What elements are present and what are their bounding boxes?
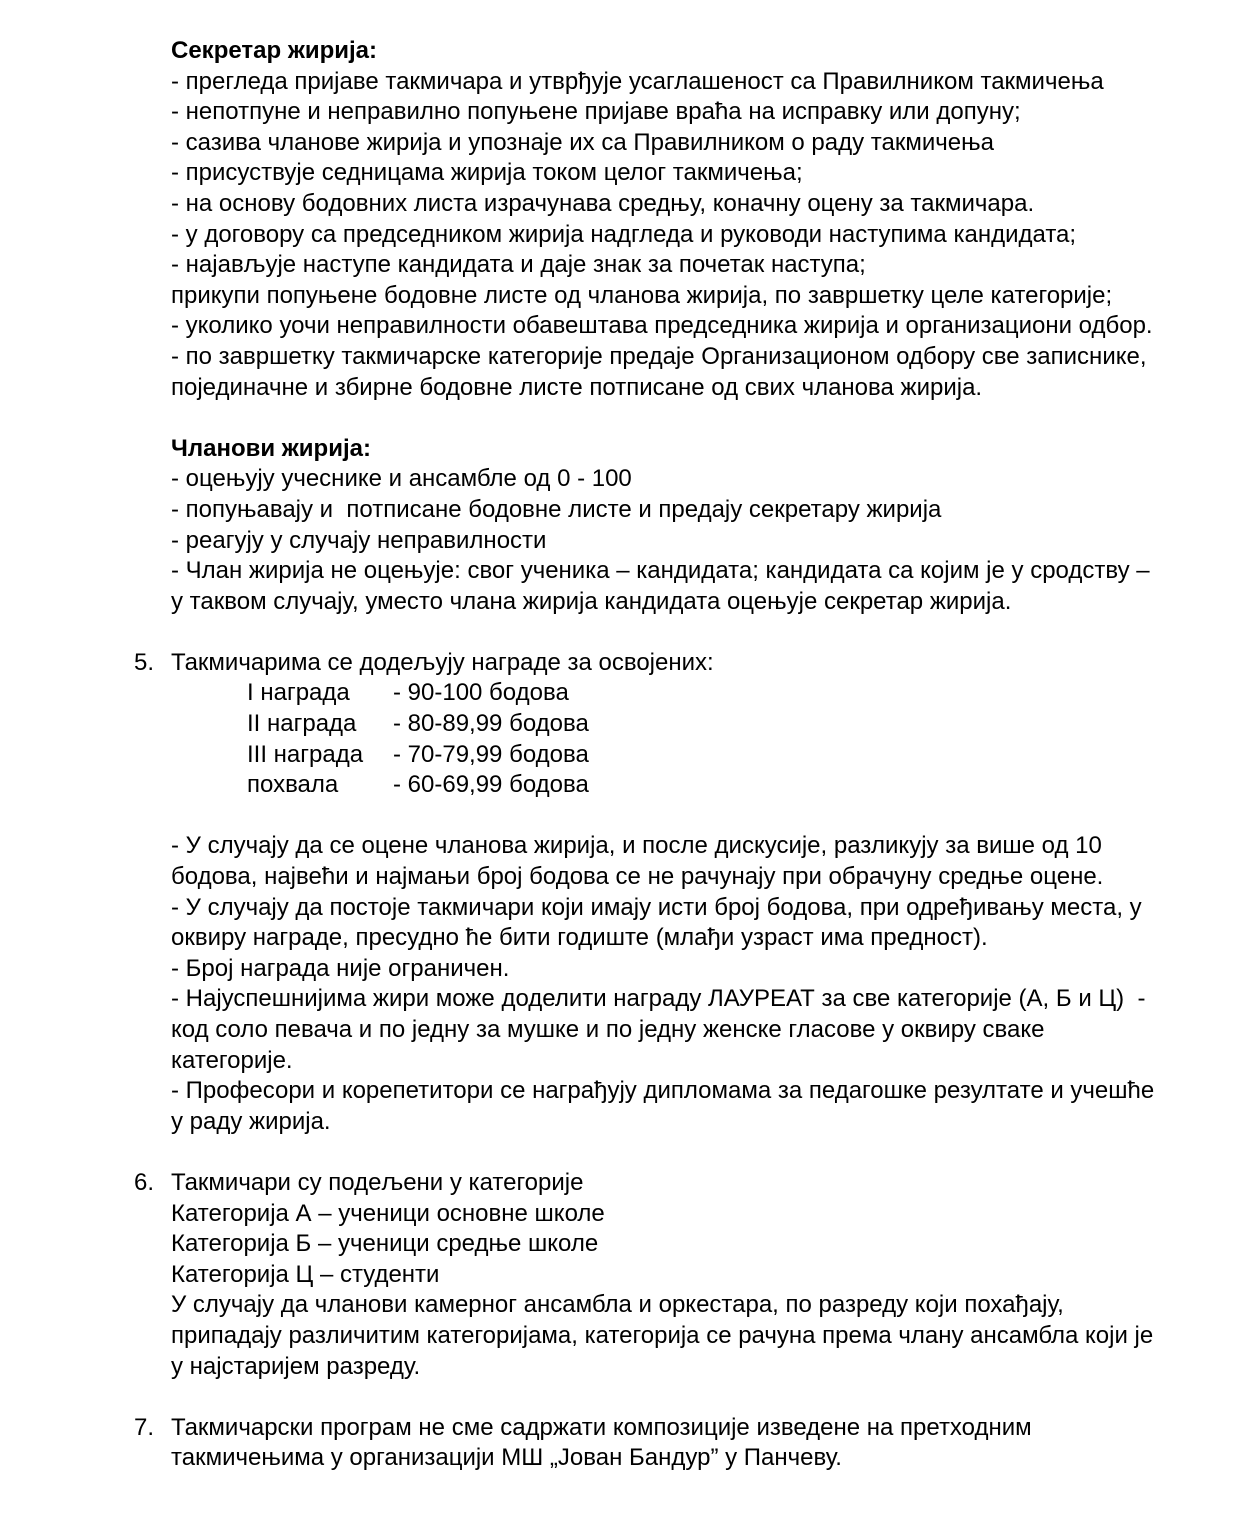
secretary-bullet: - уколико уочи неправилности обавештава председника жирија и организациони одбор.: [171, 312, 1153, 340]
list-item-6-number: 6.: [134, 1168, 155, 1196]
members-section-heading: Чланови жирија:: [171, 434, 371, 462]
list-item-5-notes: [171, 831, 1166, 1137]
category-line: Категорија Ц – студенти: [171, 1260, 440, 1288]
award-label: I награда: [247, 679, 350, 707]
list-item-7-number: 7.: [134, 1413, 155, 1441]
note-paragraph: - Најуспешнијима жири може доделити награду ЛАУРЕАТ за све категорије (А, Б и Ц) - код соло певача и по једну за мушке и по једну женске гласове у оквиру сваке категорије.: [171, 985, 1153, 1074]
members-bullet: - Члан жирија не оцењује: свог ученика – кандидата; кандидата са којим је у сродству – у таквом случају, уместо члана жирија кандидата оцењује секретар жирија.: [171, 557, 1157, 615]
award-row: [171, 770, 1166, 801]
list-item-5-text: Такмичарима се додељују награде за освојених:: [171, 648, 714, 676]
award-label: II награда: [247, 710, 357, 738]
category-note: У случају да чланови камерног ансамбла и оркестара, по разреду који похађају, припадају различитим категоријама, категорија се рачуна према члану ансамбла који је у најстаријем разреду.: [171, 1291, 1160, 1380]
award-value: - 60-69,99 бодова: [393, 771, 589, 799]
category-line: Категорија А – ученици основне школе: [171, 1199, 605, 1227]
secretary-bullet: - у договору са председником жирија надгледа и руководи наступима кандидата;: [171, 220, 1077, 248]
award-label: III награда: [247, 740, 364, 768]
note-paragraph: - Број награда није ограничен.: [171, 954, 510, 982]
award-row: [171, 709, 1166, 740]
award-label: похвала: [247, 771, 339, 799]
award-value: - 80-89,99 бодова: [393, 710, 589, 738]
note-paragraph: - У случају да постоје такмичари који имају исти број бодова, при одређивању места, у оквиру награде, пресудно ће бити годиште (млађи узраст има предност).: [171, 893, 1149, 952]
award-value: - 90-100 бодова: [393, 679, 569, 707]
category-line: Категорија Б – ученици средње школе: [171, 1230, 599, 1258]
secretary-bullet: - сазива чланове жирија и упознаје их са Правилником о раду такмичења: [171, 128, 994, 156]
secretary-bullet: прикупи попуњене бодовне листе од чланова жирија, по завршетку целе категорије;: [171, 281, 1113, 309]
document-content: [134, 36, 1166, 1505]
award-row: [171, 678, 1166, 709]
list-item-7: [134, 1413, 1166, 1474]
note-paragraph: - Професори и корепетитори се награђују дипломама за педагошке резултате и учешће у раду жирија.: [171, 1077, 1161, 1135]
members-bullet: - попуњавају и потписане бодовне листе и предају секретару жирија: [171, 495, 942, 523]
secretary-section-heading: Секретар жирија:: [171, 37, 378, 64]
secretary-bullet: - по завршетку такмичарске категорије предаје Организационом одбору све записнике, појединачне и збирне бодовне листе потписане од свих чланова жирија.: [171, 342, 1154, 401]
secretary-section: [171, 36, 1166, 403]
secretary-bullet: - најављује наступе кандидата и даје знак за почетак наступа;: [171, 251, 866, 279]
list-item-6-text: Такмичари су подељени у категорије: [171, 1168, 584, 1196]
secretary-bullet: - присуствује седницама жирија током целог такмичења;: [171, 159, 803, 187]
secretary-bullet: - на основу бодовних листа израчунава средњу, коначну оцену за такмичара.: [171, 189, 1035, 217]
list-item-7-text: Такмичарски програм не сме садржати композиције изведене на претходним такмичењима у организацији МШ „Јован Бандур” у Панчеву.: [171, 1413, 1039, 1472]
note-paragraph: - У случају да се оцене чланова жирија, и после дискусије, разликују за више од 10 бодова, највећи и најмањи број бодова се не рачунају при обрачуну средње оцене.: [171, 832, 1109, 891]
secretary-bullet: - непотпуне и неправилно попуњене пријаве враћа на исправку или допуну;: [171, 98, 1021, 126]
members-bullet: - оцењују учеснике и ансамбле од 0 - 100: [171, 465, 632, 493]
list-item-5-number: 5.: [134, 648, 155, 676]
members-section: [171, 434, 1166, 618]
members-bullet: - реагују у случају неправилности: [171, 526, 547, 554]
secretary-bullet: - прегледа пријаве такмичара и утврђује усаглашеност са Правилником такмичења: [171, 67, 1104, 95]
list-item-5: [134, 648, 1166, 801]
award-value: - 70-79,99 бодова: [393, 740, 589, 768]
award-row: [171, 740, 1166, 771]
list-item-6: [134, 1168, 1166, 1382]
